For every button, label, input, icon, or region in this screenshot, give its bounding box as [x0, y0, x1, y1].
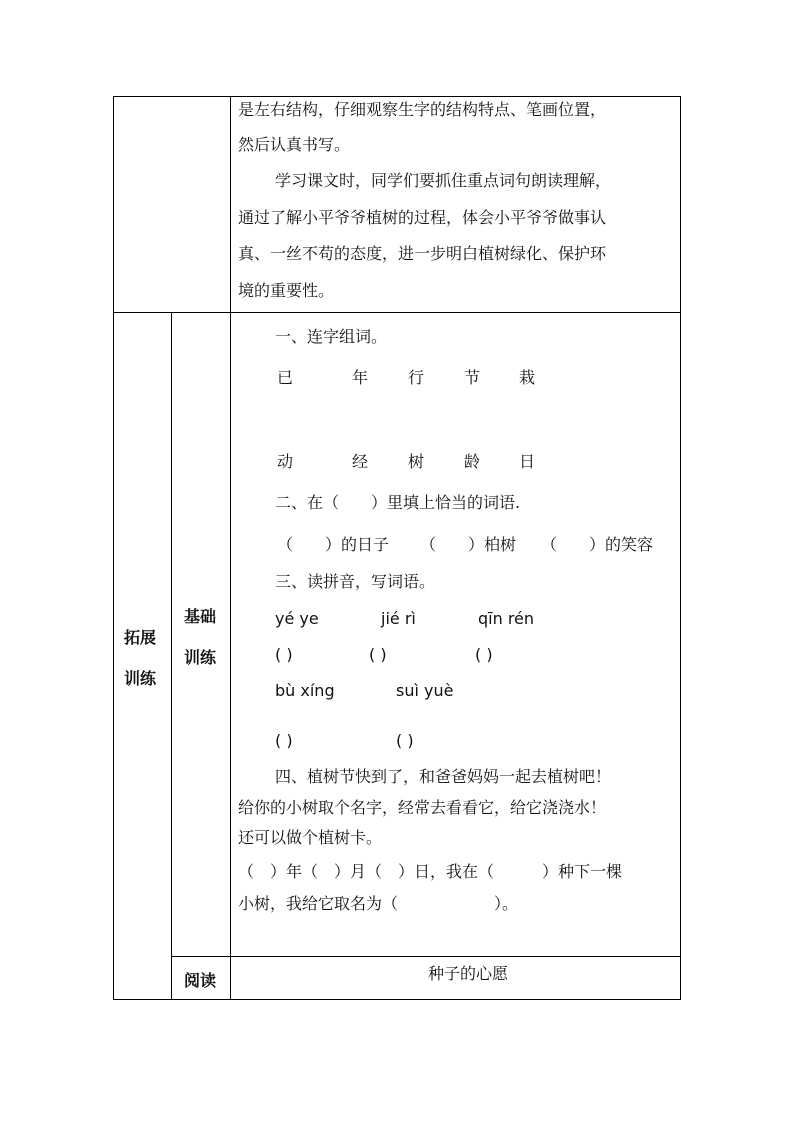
table-row-divider: [171, 956, 681, 957]
table-row-divider: [113, 312, 681, 313]
char-item: 动: [277, 452, 294, 471]
reading-title: 种子的心愿: [428, 964, 509, 983]
exercise2-title: 二、在（ ）里填上恰当的词语.: [275, 493, 521, 512]
table-border-left: [113, 96, 114, 1000]
answer-blank: ( ): [275, 731, 293, 750]
top-text-line: 境的重要性。: [238, 281, 335, 300]
table-border-right: [680, 96, 681, 1000]
char-item: 节: [464, 368, 481, 387]
pinyin-item: suì yuè: [396, 681, 454, 700]
top-text-line: 然后认真书写。: [238, 135, 351, 154]
table-col-divider: [171, 312, 172, 1000]
exercise4-line: 小树，我给它取名为（ ）。: [238, 894, 519, 913]
exercise4-line: （ ）年（ ）月（ ）日，我在（ ）种下一棵: [238, 862, 623, 881]
fill-item: （ ）的笑容: [541, 535, 654, 554]
char-item: 栽: [519, 368, 536, 387]
label-basic: 基础: [184, 607, 217, 626]
answer-blank: ( ): [396, 731, 414, 750]
answer-blank: ( ): [475, 645, 493, 664]
answer-blank: ( ): [275, 645, 293, 664]
fill-item: （ ）的日子: [277, 535, 390, 554]
fill-item: （ ）柏树: [420, 535, 517, 554]
pinyin-item: jié rì: [381, 609, 416, 628]
pinyin-item: yé ye: [275, 609, 319, 628]
table-col-divider: [230, 96, 231, 1000]
label-expand: 拓展: [124, 628, 157, 647]
exercise4-line: 给你的小树取个名字，经常去看看它，给它浇浇水！: [238, 798, 607, 817]
exercise4-line: 四、植树节快到了，和爸爸妈妈一起去植树吧！: [275, 767, 612, 786]
top-text-line: 学习课文时，同学们要抓住重点词句朗读理解，: [275, 171, 612, 190]
char-item: 已: [277, 368, 294, 387]
label-training: 训练: [124, 669, 157, 688]
top-text-line: 通过了解小平爷爷植树的过程，体会小平爷爷做事认: [238, 208, 607, 227]
char-item: 日: [519, 452, 536, 471]
label-basic-training: 训练: [184, 648, 217, 667]
char-item: 龄: [464, 452, 481, 471]
top-text-line: 真、一丝不苟的态度，进一步明白植树绿化、保护环: [238, 244, 607, 263]
pinyin-item: qīn rén: [478, 609, 535, 628]
label-reading: 阅读: [184, 971, 217, 990]
char-item: 年: [352, 368, 369, 387]
answer-blank: ( ): [369, 645, 387, 664]
table-border-bottom: [113, 999, 681, 1000]
top-text-line: 是左右结构，仔细观察生字的结构特点、笔画位置，: [238, 100, 607, 119]
pinyin-item: bù xíng: [275, 681, 335, 700]
exercise3-title: 三、读拼音，写词语。: [275, 572, 436, 591]
char-item: 树: [408, 452, 425, 471]
table-border-top: [113, 96, 681, 97]
char-item: 经: [352, 452, 369, 471]
char-item: 行: [408, 368, 425, 387]
exercise4-line: 还可以做个植树卡。: [238, 828, 383, 847]
exercise1-title: 一、连字组词。: [275, 327, 388, 346]
